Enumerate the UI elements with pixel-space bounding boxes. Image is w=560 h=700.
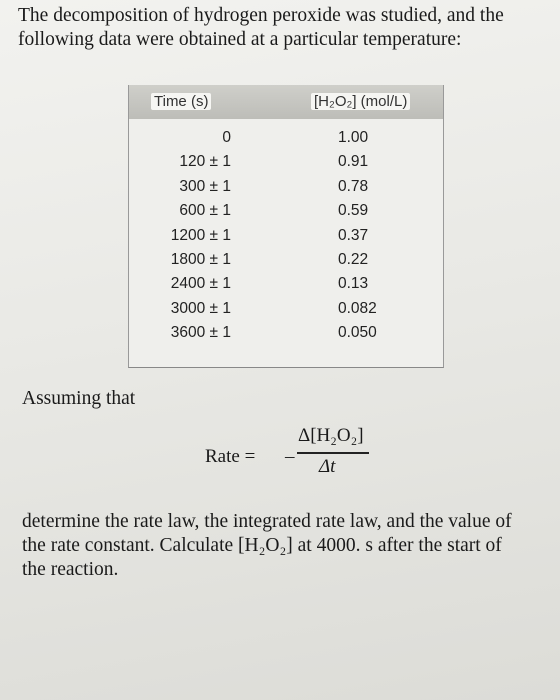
table-row bbox=[129, 227, 443, 251]
table-header bbox=[129, 85, 443, 119]
table-row bbox=[129, 251, 443, 275]
concentration-cell: 0.082 bbox=[338, 299, 377, 317]
table-row bbox=[129, 202, 443, 226]
concentration-cell: 0.13 bbox=[338, 275, 369, 293]
concentration-cell: 0.37 bbox=[338, 226, 369, 244]
minus-sign: – bbox=[285, 446, 295, 467]
table-row bbox=[129, 275, 443, 299]
header-time: Time (s) bbox=[151, 93, 211, 110]
problem-question bbox=[22, 510, 552, 582]
rate-denominator: Δt bbox=[319, 456, 336, 477]
question-line-3: the reaction. bbox=[22, 559, 119, 580]
time-cell: 120 ± 1 bbox=[179, 153, 231, 171]
concentration-cell: 0.050 bbox=[338, 324, 377, 342]
table-body bbox=[129, 129, 443, 349]
table-row bbox=[129, 153, 443, 177]
time-cell: 2400 ± 1 bbox=[170, 275, 231, 293]
problem-intro bbox=[18, 4, 553, 52]
time-cell: 600 ± 1 bbox=[179, 202, 231, 220]
header-concentration: [H₂O₂] (mol/L) bbox=[311, 93, 410, 110]
concentration-cell: 0.78 bbox=[338, 177, 369, 195]
table-row bbox=[129, 300, 443, 324]
table-row bbox=[129, 324, 443, 348]
time-cell: 0 bbox=[222, 129, 231, 146]
time-cell: 1800 ± 1 bbox=[170, 250, 231, 268]
data-table bbox=[128, 85, 444, 368]
question-line-2: the rate constant. Calculate [H₂O₂] at 4000. s after the start of bbox=[22, 535, 502, 556]
time-cell: 3600 ± 1 bbox=[170, 324, 231, 342]
time-cell: 300 ± 1 bbox=[179, 177, 231, 195]
table-row bbox=[129, 129, 443, 153]
intro-line-2: following data were obtained at a particular temperature: bbox=[18, 29, 462, 50]
concentration-cell: 1.00 bbox=[338, 129, 369, 146]
concentration-cell: 0.91 bbox=[338, 153, 369, 171]
table-row bbox=[129, 178, 443, 202]
intro-line-1: The decomposition of hydrogen peroxide was studied, and the bbox=[18, 5, 504, 26]
concentration-cell: 0.59 bbox=[338, 202, 369, 220]
time-cell: 1200 ± 1 bbox=[170, 226, 231, 244]
rate-label: Rate = bbox=[205, 446, 256, 467]
concentration-cell: 0.22 bbox=[338, 250, 369, 268]
fraction-bar bbox=[297, 452, 369, 454]
rate-equation bbox=[205, 425, 405, 485]
rate-numerator: Δ[H₂O₂] bbox=[298, 425, 364, 446]
assuming-text: Assuming that bbox=[22, 388, 136, 409]
question-line-1: determine the rate law, the integrated rate law, and the value of bbox=[22, 511, 512, 532]
time-cell: 3000 ± 1 bbox=[170, 299, 231, 317]
